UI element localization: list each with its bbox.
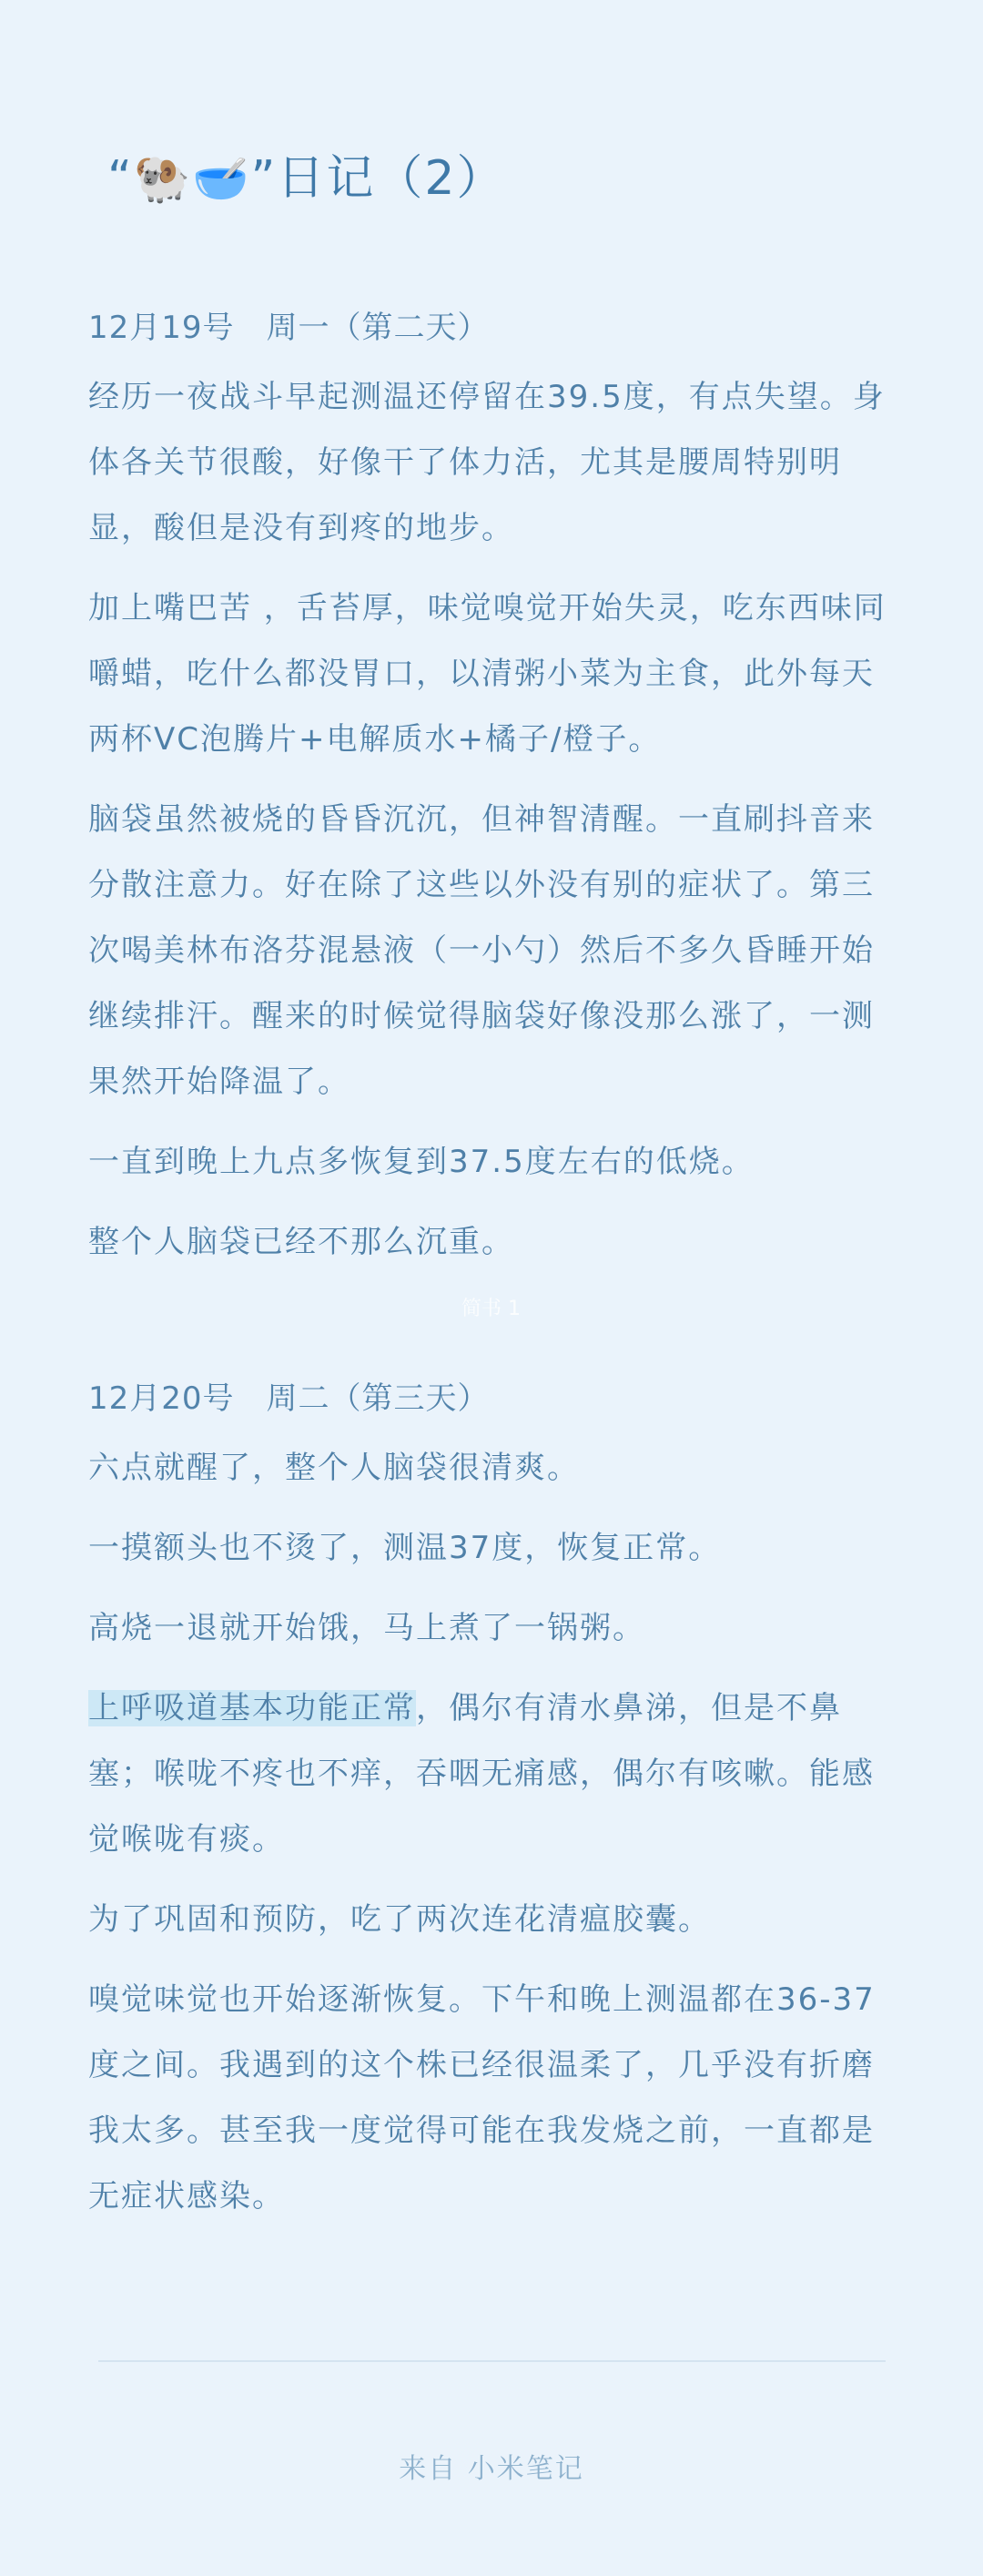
paragraph: 高烧一退就开始饿，马上煮了一锅粥。 [88,1610,645,1646]
title-close-quote: ” [250,151,278,206]
section-spacer [88,1289,898,1362]
paragraph-with-highlight [88,1675,898,1872]
paragraph: 加上嘴巴苦 ，舌苔厚，味觉嗅觉开始失灵，吃东西味同嚼蜡，吃什么都没胃口，以清粥小菜为主食，此外每天两杯VC泡腾片+电解质水+橘子/橙子。 [88,590,887,758]
paragraph: 一摸额头也不烫了，测温37度，恢复正常。 [88,1530,722,1566]
section-date: 12月19号 周一（第二天） [88,310,490,346]
highlighted-text[interactable]: 上呼吸道基本功能正常 [88,1690,416,1726]
paragraph-rest: ，偶尔有清水鼻涕，但是不鼻塞；喉咙不疼也不痒，吞咽无痛感，偶尔有咳嗽。能感觉喉咙有痰。 [88,1690,875,1858]
title-text: 日记（2） [277,151,506,206]
paragraph: 整个人脑袋已经不那么沉重。 [88,1224,514,1260]
footer-divider [98,2360,886,2362]
title-open-quote: “ [107,151,134,206]
paragraph: 一直到晚上九点多恢复到37.5度左右的低烧。 [88,1144,755,1180]
paragraph: 脑袋虽然被烧的昏昏沉沉，但神智清醒。一直刷抖音来分散注意力。好在除了这些以外没有别的症状了。第三次喝美林布洛芬混悬液（一小勺）然后不多久昏睡开始继续排汗。醒来的时候觉得脑袋好像没那么涨了，一测果然开始降温了。 [88,801,875,1100]
paragraph: 嗅觉味觉也开始逐渐恢复。下午和晚上测温都在36-37度之间。我遇到的这个株已经很温柔了，几乎没有折磨我太多。甚至我一度觉得可能在我发烧之前，一直都是无症状感染。 [88,1981,876,2215]
paragraph: 为了巩固和预防，吃了两次连花清瘟胶囊。 [88,1901,711,1938]
paragraph: 经历一夜战斗早起测温还停留在39.5度，有点失望。身体各关节很酸，好像干了体力活，尤其是腰周特别明显，酸但是没有到疼的地步。 [88,379,886,546]
watermark: 简书 1 [461,1298,521,1320]
footer-source: 来自 小米笔记 [399,2453,584,2485]
note-body [88,291,898,2244]
section-date: 12月20号 周二（第三天） [88,1380,490,1417]
note-title [107,144,506,213]
paragraph: 六点就醒了，整个人脑袋很清爽。 [88,1450,580,1486]
sheep-bowl-emoji-icon: 🐏🥣 [133,152,251,205]
